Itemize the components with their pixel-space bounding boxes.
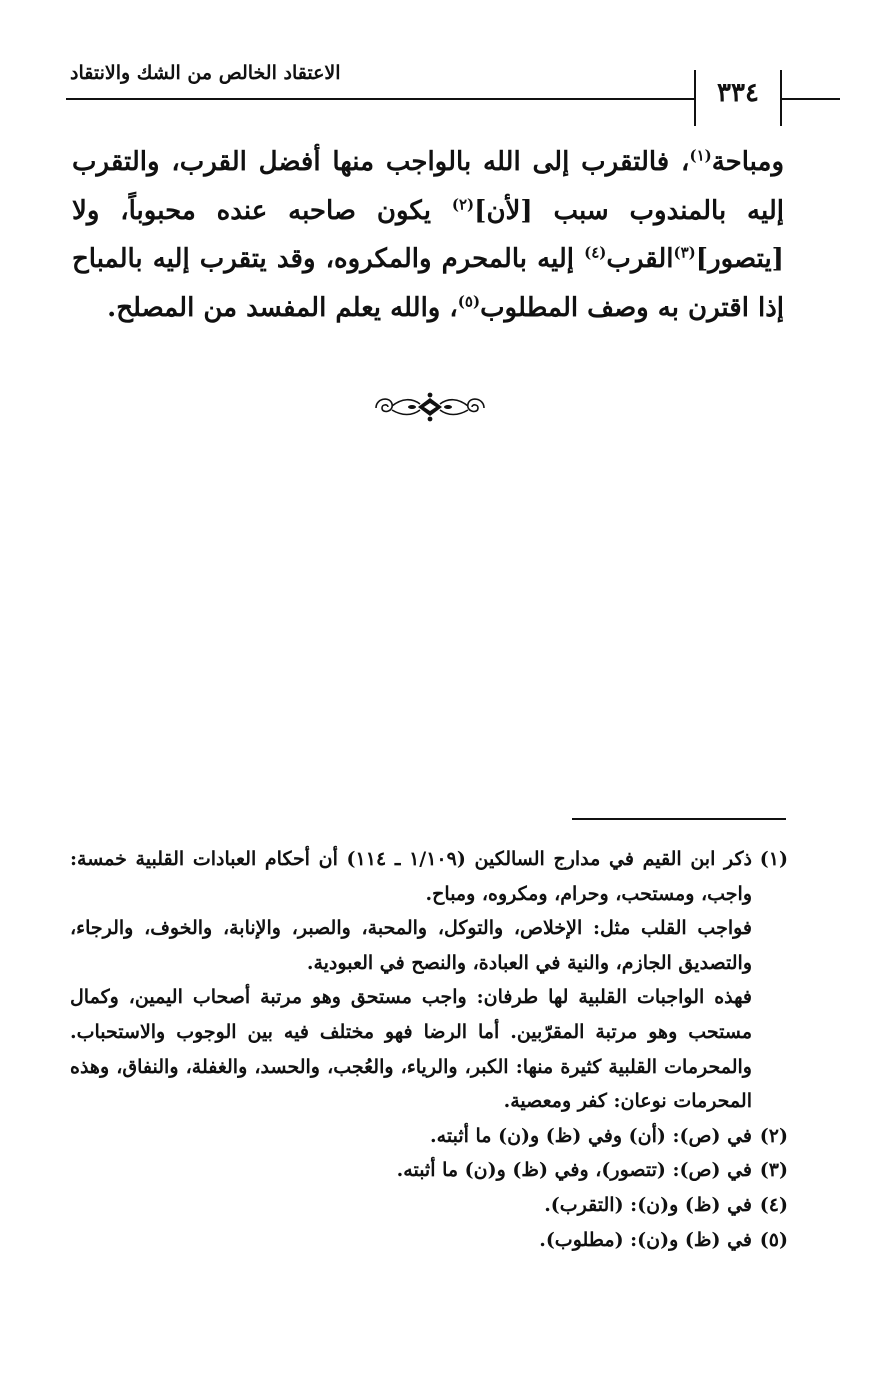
floral-ornament-icon	[368, 386, 492, 428]
footnote-text: في (ص): (تتصور)، وفي (ظ) و(ن) ما أثبته.	[396, 1159, 752, 1182]
footnote-item	[70, 1223, 788, 1258]
footnote-separator	[572, 818, 786, 820]
page-number: ٣٣٤	[717, 78, 759, 108]
text-segment: إليه بالمحرم والمكروه، وقد يتقرب إليه بالمباح إذا اقترن به وصف المطلوب	[72, 244, 784, 323]
footnote-item	[70, 842, 788, 1119]
footnote-marker[interactable]: (٤)	[584, 243, 607, 262]
text-segment: ، والله يعلم المفسد من المصلح.	[107, 292, 458, 323]
text-segment: القرب	[606, 244, 674, 274]
footnote-marker[interactable]: (١)	[689, 146, 712, 165]
main-text	[72, 138, 784, 332]
text-segment: ومباحة	[711, 147, 784, 177]
header-title: الاعتقاد الخالص من الشك والانتقاد	[70, 62, 341, 84]
main-paragraph	[72, 138, 784, 332]
footnote-number: (٣)	[759, 1159, 788, 1182]
footnote-text: ذكر ابن القيم في مدارج السالكين (١/١٠٩ ـ ١١٤) أن أحكام العبادات القلبية خمسة: واجب، ومستحب، وحرام، ومكروه، ومباح.	[70, 848, 753, 905]
footnote-number: (٥)	[759, 1228, 788, 1251]
footnote-text: في (ص): (أن) وفي (ظ) و(ن) ما أثبته.	[430, 1124, 752, 1147]
header-divider	[694, 70, 696, 126]
footnote-marker[interactable]: (٥)	[457, 291, 481, 310]
footnote-text: في (ظ) و(ن): (مطلوب).	[539, 1228, 752, 1251]
footnote-item	[70, 1119, 788, 1154]
footnote-number: (٤)	[759, 1193, 788, 1216]
footnote-text: فهذه الواجبات القلبية لها طرفان: واجب مستحق وهو مرتبة أصحاب اليمين، وكمال مستحب وهو مرتبة المقرّبين. أما الرضا فهو مختلف فيه بين الوجوب والاستحباب. والمحرمات القلبية كثيرة منها: الكبر، والرياء، والعُجب، والحسد، والغفلة، والنفاق، وهذه المحرمات نوعان: كفر ومعصية.	[70, 986, 752, 1113]
footnote-number: (٢)	[759, 1124, 788, 1147]
footnotes	[70, 842, 788, 1257]
text-segment: ، فالتقرب إلى الله بالواجب منها أفضل القرب، والتقرب إليه بالمندوب سبب [لأن]	[72, 147, 784, 226]
footnote-text: فواجب القلب مثل: الإخلاص، والتوكل، والمحبة، والصبر، والإنابة، والخوف، والرجاء، والتصديق الجازم، والنية في العبادة، والنصح في العبودية.	[70, 917, 752, 974]
footnote-item	[70, 1188, 788, 1223]
header-rule	[782, 98, 840, 100]
footnote-marker[interactable]: (٢)	[451, 194, 475, 213]
footnote-text: في (ظ) و(ن): (التقرب).	[544, 1193, 752, 1216]
footnote-number: (١)	[759, 848, 788, 870]
footnote-marker[interactable]: (٣)	[673, 243, 696, 262]
running-header	[60, 58, 840, 118]
footnote-item	[70, 1153, 788, 1188]
header-rule	[66, 98, 694, 100]
text-segment: يكون صاحبه عنده محبوباً، ولا [يتصور]	[72, 195, 784, 274]
